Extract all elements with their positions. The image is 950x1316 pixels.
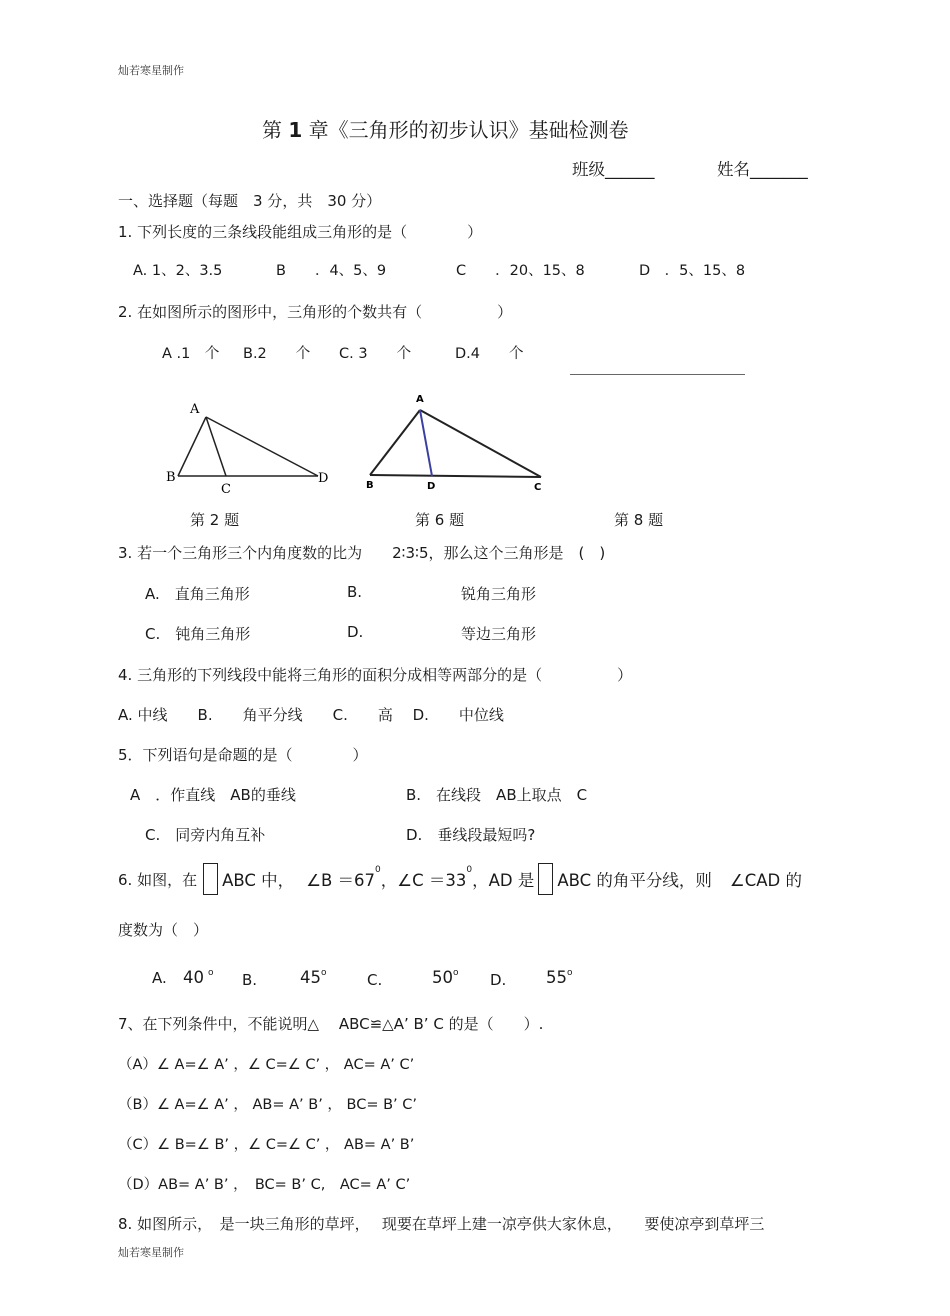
q6-part6: ABC 的角平分线，则 <box>557 871 712 890</box>
q6-option-c: C. <box>367 971 383 989</box>
q5-option-a: A ．作直线 AB的垂线 <box>130 786 296 804</box>
q3-option-d: D. <box>347 623 364 641</box>
q2-option-a: A .1 个 <box>162 346 220 362</box>
q3-option-a: A. 直角三角形 <box>145 585 250 603</box>
title-rest: 章《三角形的初步认识》基础检测卷 <box>302 118 629 142</box>
q6-degree-b: 0 <box>375 865 381 875</box>
q6-line2: 度数为（ ） <box>118 921 209 939</box>
q6-d-val: 55 <box>546 968 567 987</box>
q6-c-val: 50 <box>432 968 453 987</box>
q5-option-b: B. 在线段 AB上取点 C <box>406 786 588 804</box>
page-title <box>262 114 629 143</box>
title-chapter: 1 <box>288 118 303 142</box>
q1-option-a: A. 1、2、3.5 <box>133 263 223 279</box>
q6-part2: ABC 中， <box>222 871 295 890</box>
q1-option-d: D ．5、15、8 <box>639 263 746 279</box>
q7-option-c: （C）∠ B=∠ B’ ，∠ C=∠ C’ ， AB= A’ B’ <box>118 1137 415 1153</box>
q5-stem: 5．下列语句是命题的是（ ） <box>118 746 368 764</box>
q3-option-b: B. <box>347 583 363 601</box>
q6-part1: 6. 如图，在 <box>118 870 198 889</box>
q6-part7: ∠CAD 的 <box>729 871 802 890</box>
fig8-line <box>570 374 745 375</box>
fig2-label-d: D <box>318 471 329 486</box>
fig6-label-b: B <box>366 480 374 491</box>
q6-option-a-value <box>183 968 214 987</box>
fig6-label-d: D <box>427 481 436 492</box>
class-field: 班级______ <box>572 160 655 179</box>
q7-option-b: （B）∠ A=∠ A’ ， AB= A’ B’ ， BC= B’ C’ <box>118 1097 417 1113</box>
q7-stem: 7、在下列条件中，不能说明△ ABC≌△A’ B’ C 的是（ ）. <box>118 1015 544 1033</box>
fig2-caption: 第 2 题 <box>190 511 240 529</box>
header-text: 灿若寒星制作 <box>118 64 184 77</box>
q6-part5: ，AD 是 <box>472 871 535 890</box>
q6-degree-c: 0 <box>466 865 473 875</box>
q3-stem: 3. 若一个三角形三个内角度数的比为 2∶3∶5，那么这个三角形是 ( ) <box>118 544 606 562</box>
q6-option-d: D. <box>490 971 507 989</box>
q2-option-c: C. 3 个 <box>339 346 412 362</box>
q6-option-a: A. <box>152 969 167 987</box>
q6-option-b-value <box>300 968 327 987</box>
q8-stem: 8. 如图所示， 是一块三角形的草坪， 现要在草坪上建一凉亭供大家休息， 要使凉亭到草坪三 <box>118 1215 765 1233</box>
q6-b-val: 45 <box>300 968 321 987</box>
q6-c-deg: o <box>453 968 459 978</box>
triangle-box-icon <box>538 863 553 895</box>
q6-option-c-value <box>432 968 459 987</box>
q3-option-d-text: 等边三角形 <box>461 625 537 643</box>
figure-6-bisector <box>420 410 432 476</box>
q6-part3: ∠B ＝67 <box>306 871 376 890</box>
title-prefix: 第 <box>262 118 289 142</box>
name-field: 姓名_______ <box>717 160 808 179</box>
q7-option-a: （A）∠ A=∠ A’ ，∠ C=∠ C’ ， AC= A’ C’ <box>118 1057 415 1073</box>
triangle-box-icon <box>203 863 218 895</box>
q3-option-b-text: 锐角三角形 <box>461 585 537 603</box>
q4-stem: 4. 三角形的下列线段中能将三角形的面积分成相等两部分的是（ ） <box>118 666 633 684</box>
q2-stem: 2. 在如图所示的图形中，三角形的个数共有（ ） <box>118 303 513 321</box>
fig6-label-a: A <box>416 394 424 405</box>
q6-a-deg: o <box>208 968 214 978</box>
q6-option-b: B. <box>242 971 258 989</box>
figure-6 <box>360 388 555 498</box>
section-heading: 一、选择题（每题 3 分，共 30 分） <box>118 192 382 210</box>
q1-option-c: C ．20、15、8 <box>456 263 585 279</box>
q6-option-d-value <box>546 968 573 987</box>
q5-option-c: C. 同旁内角互补 <box>145 826 266 844</box>
q6-d-deg: o <box>567 968 573 978</box>
q7-option-d: （D）AB= A’ B’ ， BC= B’ C, AC= A’ C’ <box>118 1177 411 1193</box>
footer-text: 灿若寒星制作 <box>118 1246 184 1259</box>
fig6-caption: 第 6 题 <box>415 511 465 529</box>
figure-6-triangle <box>370 410 541 477</box>
q3-option-c: C. 钝角三角形 <box>145 625 251 643</box>
q2-option-d: D.4 个 <box>455 346 524 362</box>
fig2-label-b: B <box>166 470 176 485</box>
q6-part4: ，∠C ＝33 <box>380 871 467 890</box>
q6-a-val: 40 <box>183 968 204 987</box>
figure-2 <box>160 395 335 495</box>
fig8-caption: 第 8 题 <box>614 511 664 529</box>
q1-option-b: B ．4、5、9 <box>276 263 387 279</box>
figure-2-triangle <box>178 417 318 476</box>
fig6-label-c: C <box>534 482 542 493</box>
q5-option-d: D. 垂线段最短吗? <box>406 826 536 844</box>
q4-options: A. 中线 B. 角平分线 C. 高 D. 中位线 <box>118 706 504 724</box>
q6-b-deg: o <box>321 968 327 978</box>
fig2-label-a: A <box>190 402 200 417</box>
fig2-label-c: C <box>221 482 231 495</box>
q2-option-b: B.2 个 <box>243 346 311 362</box>
q1-stem: 1. 下列长度的三条线段能组成三角形的是（ ） <box>118 223 483 241</box>
q6-stem <box>118 857 802 901</box>
